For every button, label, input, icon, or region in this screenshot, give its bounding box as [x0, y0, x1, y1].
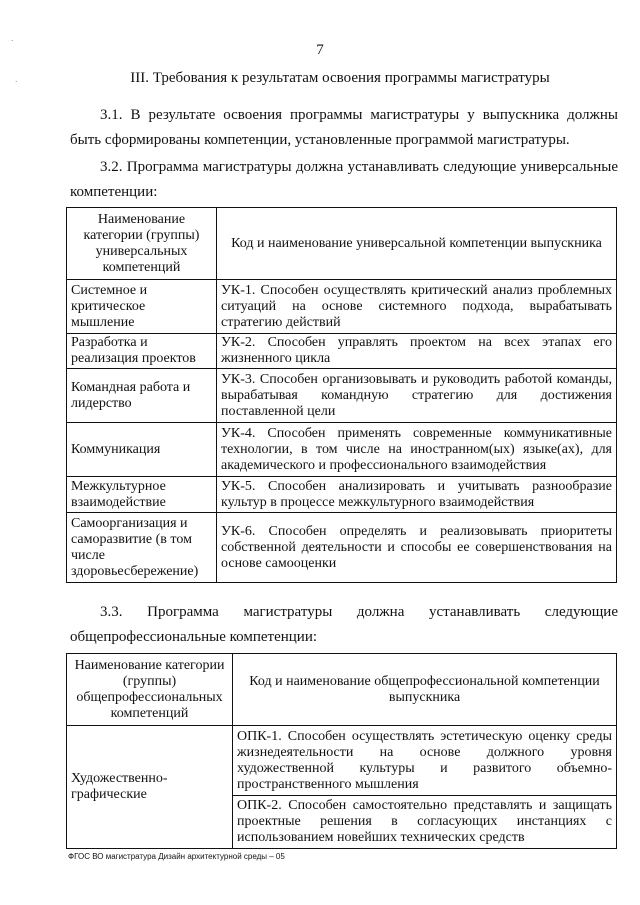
category-cell: Системное и критическое мышление	[67, 280, 217, 334]
paragraph-3-2: 3.2. Программа магистратуры должна устанавливать следующие универсальные компетенции:	[70, 159, 618, 200]
competence-cell: УК-4. Способен применять современные коммуникативные технологии, в том числе на иностранном(ых) языке(ах), для академического и профессионального взаимодействия	[217, 423, 617, 477]
scan-speck: ·	[15, 78, 18, 86]
table-row	[67, 423, 617, 477]
competence-cell: УК-2. Способен управлять проектом на всех этапах его жизненного цикла	[217, 334, 617, 369]
category-cell: Разработка и реализация проектов	[67, 334, 217, 369]
table-row	[67, 369, 617, 423]
page-number: 7	[316, 42, 324, 58]
p33-word: должна	[356, 604, 405, 620]
page-footer: ФГОС ВО магистратура Дизайн архитектурной среды – 05	[68, 852, 285, 861]
table-header-row	[67, 208, 617, 280]
competence-cell: УК-5. Способен анализировать и учитывать разнообразие культур в процессе межкультурного взаимодействия	[217, 477, 617, 513]
category-cell: Самоорганизация и саморазвитие (в том числе здоровьесбережение)	[67, 513, 217, 583]
competence-cell: УК-6. Способен определять и реализовывать приоритеты собственной деятельности и способы ее совершенствования на основе самооценки	[217, 513, 617, 583]
p33-word: магистратуры	[243, 604, 333, 620]
general-professional-competencies-table	[66, 653, 617, 849]
table-row	[67, 280, 617, 334]
competence-cell: УК-1. Способен осуществлять критический анализ проблемных ситуаций на основе системного подхода, вырабатывать стратегию действий	[217, 280, 617, 334]
category-cell: Коммуникация	[67, 423, 217, 477]
table-row	[67, 334, 617, 369]
header-competence: Код и наименование универсальной компетенции выпускника	[217, 208, 617, 280]
header-competence: Код и наименование общепрофессиональной компетенции выпускника	[233, 654, 617, 726]
p33-word: устанавливать	[428, 604, 521, 620]
paragraph-3-3-line1	[70, 600, 618, 625]
table-row	[67, 726, 617, 796]
universal-competencies-table	[66, 207, 617, 583]
p33-word: Программа	[147, 604, 219, 620]
category-cell: Художественно-графические	[67, 726, 233, 849]
header-category: Наименование категории (группы) общепрофессиональных компетенций	[67, 654, 233, 726]
section-title: III. Требования к результатам освоения программы магистратуры	[130, 70, 550, 86]
scan-speck: ·	[11, 37, 14, 45]
table-row	[67, 477, 617, 513]
paragraph-3-3-line2: общепрофессиональные компетенции:	[70, 629, 318, 645]
header-category: Наименование категории (группы) универсальных компетенций	[67, 208, 217, 280]
category-cell: Командная работа и лидерство	[67, 369, 217, 423]
paragraph-3-1: 3.1. В результате освоения программы магистратуры у выпускника должны быть сформированы компетенции, установленные программой магистратуры.	[70, 107, 618, 148]
competence-cell: ОПК-2. Способен самостоятельно представлять и защищать проектные решения в согласующих инстанциях с использованием новейших технических средств	[233, 796, 617, 849]
table-row	[67, 513, 617, 583]
p33-word: следующие	[544, 604, 618, 620]
competence-cell: УК-3. Способен организовывать и руководить работой команды, вырабатывая командную стратегию для достижения поставленной цели	[217, 369, 617, 423]
table-header-row	[67, 654, 617, 726]
p33-word: 3.3.	[100, 604, 123, 620]
competence-cell: ОПК-1. Способен осуществлять эстетическую оценку среды жизнедеятельности на основе должного уровня художественной культуры и развитого объемно-пространственного мышления	[233, 726, 617, 796]
category-cell: Межкультурное взаимодействие	[67, 477, 217, 513]
paragraph-3-3	[70, 600, 618, 650]
